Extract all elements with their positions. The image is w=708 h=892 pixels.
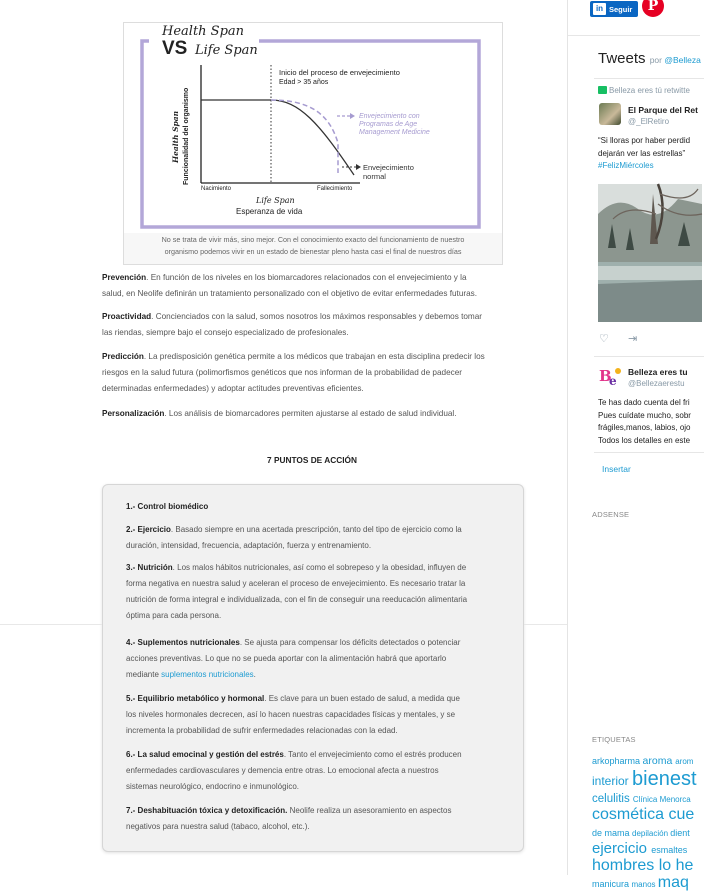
x-tick-birth: Nacimiento [201, 186, 232, 192]
paragraph-proactividad: Proactividad. Concienciados con la salud, somos nosotros los máximos responsables y debemos tomar las riendas, siempre bajo el consejo especializado de profesionales. [102, 312, 482, 337]
point-4: 4.- Suplementos nutricionales. Se ajusta para compensar los déficits detectados o potenciar acciones preventivas. Lo que no se pueda aportar con la alimentación habrá que aportarlo mediante suplementos nutricionales. [126, 638, 461, 679]
pinterest-icon[interactable]: P [642, 0, 664, 17]
managed-label-1: Envejecimiento con [359, 113, 420, 120]
tweet-divider [594, 356, 704, 357]
divider-right [524, 624, 567, 625]
tag-link[interactable]: aroma [642, 755, 676, 767]
tag-link[interactable]: bienest [632, 768, 697, 790]
tweet1-author[interactable]: El Parque del Ret [628, 105, 698, 115]
divider-left [0, 624, 102, 625]
tag-link[interactable]: Clínica Menorca [632, 795, 691, 804]
health-span-diagram [124, 23, 502, 233]
tweets-header: Tweets por @Belleza [598, 50, 701, 67]
adsense-label: ADSENSE [592, 510, 630, 519]
tag-link[interactable]: ejercicio [592, 840, 652, 857]
tag-link[interactable]: cosmética [592, 806, 669, 823]
title-line2: Life Span [195, 43, 258, 58]
insertar-link[interactable]: Insertar [602, 464, 631, 474]
hashtag-link[interactable]: #FelizMiércoles [598, 161, 654, 170]
tag-link[interactable]: arom [675, 757, 694, 766]
retweet-icon [598, 86, 607, 94]
paragraph-prevencion: Prevención. En función de los niveles en los biomarcadores relacionados con el envejecimiento y la salud, en Neolife definirán un tratamiento personalizado con el objetivo de evitar enfermedades futuras. [102, 273, 478, 298]
retweet-indicator: Belleza eres tú retwitte [598, 86, 690, 95]
linkedin-follow-label: Seguir [609, 4, 633, 14]
tweet2-text: Te has dado cuenta del fri Pues cuídate mucho, sobr frágiles,manos, labios, ojo Todos los detalles en este [598, 398, 691, 445]
tag-link[interactable]: dient [670, 828, 690, 838]
linkedin-follow-button[interactable] [590, 1, 638, 17]
heart-icon[interactable]: ♡ [599, 333, 609, 345]
section-title: 7 PUNTOS DE ACCIÓN [267, 455, 357, 465]
normal-label-2: normal [363, 172, 386, 181]
paragraph-personalizacion: Personalización. Los análisis de biomarcadores permiten ajustarse al estado de salud individual. [102, 409, 457, 418]
managed-label-3: Management Medicine [359, 129, 430, 136]
tag-link[interactable]: cue [668, 806, 695, 823]
tweet2-handle[interactable]: @Bellezaerestu [628, 379, 685, 388]
onset-label-1: Inicio del proceso de envejecimiento [279, 68, 400, 77]
tweets-divider [594, 78, 704, 79]
y-axis-label-1: Health Span [171, 110, 180, 163]
suplementos-link[interactable]: suplementos nutricionales [161, 670, 254, 679]
share-icon[interactable]: ⇥ [628, 333, 638, 345]
linkedin-icon: in [593, 3, 606, 15]
tag-link[interactable]: de mama [592, 828, 633, 838]
title-vs: VS [162, 38, 188, 59]
title-line1: Health Span [162, 24, 245, 39]
tweets-footer-divider [594, 452, 704, 453]
normal-label-1: Envejecimiento [363, 163, 414, 172]
twitter-widget [568, 35, 700, 490]
point-3: 3.- Nutrición. Los malos hábitos nutricionales, así como el sobrepeso y la obesidad, influyen de forma negativa en nuestra salud y aceleran el proceso de envejecimiento. Es necesario tratar la nutrición de forma integral e individualizada, con el fin de conseguir una reeducación alimentaria óptima para cada persona. [126, 563, 468, 620]
tag-link[interactable]: esmaltes [651, 845, 688, 855]
tag-link[interactable]: celulitis [592, 793, 633, 805]
tweet1-text: “Si lloras por haber perdid dejarán ver las estrellas” #FelizMiércoles [598, 136, 691, 170]
tag-link[interactable]: manicura [592, 879, 632, 889]
tweet1-photo[interactable] [598, 184, 702, 322]
health-span-figure [123, 22, 503, 265]
tag-link[interactable]: depilación [632, 829, 671, 838]
tag-link[interactable]: maq [657, 874, 689, 891]
svg-text:e: e [609, 374, 617, 388]
avatar[interactable] [599, 365, 623, 387]
tag-link[interactable]: interior [592, 774, 633, 788]
point-1: 1.- Control biomédico [126, 502, 209, 511]
tweet2-author[interactable]: Belleza eres tu [628, 367, 688, 377]
tag-link[interactable]: manos [631, 880, 658, 889]
svg-text:B: B [599, 367, 612, 385]
x-tick-death: Fallecimiento [317, 186, 353, 192]
tag-link[interactable]: arkopharma [592, 756, 643, 766]
etiquetas-label: ETIQUETAS [592, 735, 636, 744]
action-points-box [102, 484, 524, 852]
sidebar [568, 0, 701, 891]
managed-label-2: Programas de Age [359, 121, 418, 128]
x-axis-label-1: Life Span [256, 196, 295, 205]
point-6: 6.- La salud emocinal y gestión del estrés. Tanto el envejecimiento como el estrés producen enfermedades cardiovasculares y demencia entre otras. Lo emocional afecta a nuestros sistemas neurológico, endocrino e inmunológico. [126, 750, 462, 791]
figure-caption: No se trata de vivir más, sino mejor. Con el conocimiento exacto del funcionamiento de nuestro organismo podemos vivir en un estado de bienestar pleno hasta casi el final de nuestros días [161, 235, 465, 256]
point-5: 5.- Equilibrio metabólico y hormonal. Es clave para un buen estado de salud, a medida que los niveles hormonales decrecen, así lo hacen nuestras capacidades físicas y mentales, y se incrementa la probabilidad de sufrir enfermedades relacionadas con la edad. [126, 694, 460, 735]
avatar[interactable] [599, 103, 621, 125]
onset-label-2: Edad > 35 años [279, 79, 329, 86]
x-axis-label-2: Esperanza de vida [236, 207, 303, 216]
y-axis-label-2: Funcionalidad del organismo [183, 87, 190, 185]
point-7: 7.- Deshabituación tóxica y detoxificación. Neolife realiza un asesoramiento en aspectos negativos para nuestra salud (tabaco, alcohol, etc.). [126, 806, 452, 831]
tag-cloud [592, 752, 704, 892]
tweet1-handle[interactable]: @_ElRetiro [628, 117, 670, 126]
tag-link[interactable]: lo he [658, 857, 694, 874]
paragraph-prediccion: Predicción. La predisposición genética permite a los médicos que trabajan en esta disciplina predecir los riesgos en la salud futura (polimorfismos genéticos que nos informan de la probabilidad de padecer determinadas enfermedades) y adoptar actitudes preventivas eficientes. [102, 352, 485, 393]
tweets-handle-link[interactable]: @Belleza [664, 55, 701, 65]
tag-link[interactable]: hombres [592, 857, 659, 874]
point-2: 2.- Ejercicio. Basado siempre en una acertada prescripción, tanto del tipo de ejercicio como la duración, intensidad, frecuencia, adaptación, fuerza y entrenamiento. [126, 525, 462, 550]
